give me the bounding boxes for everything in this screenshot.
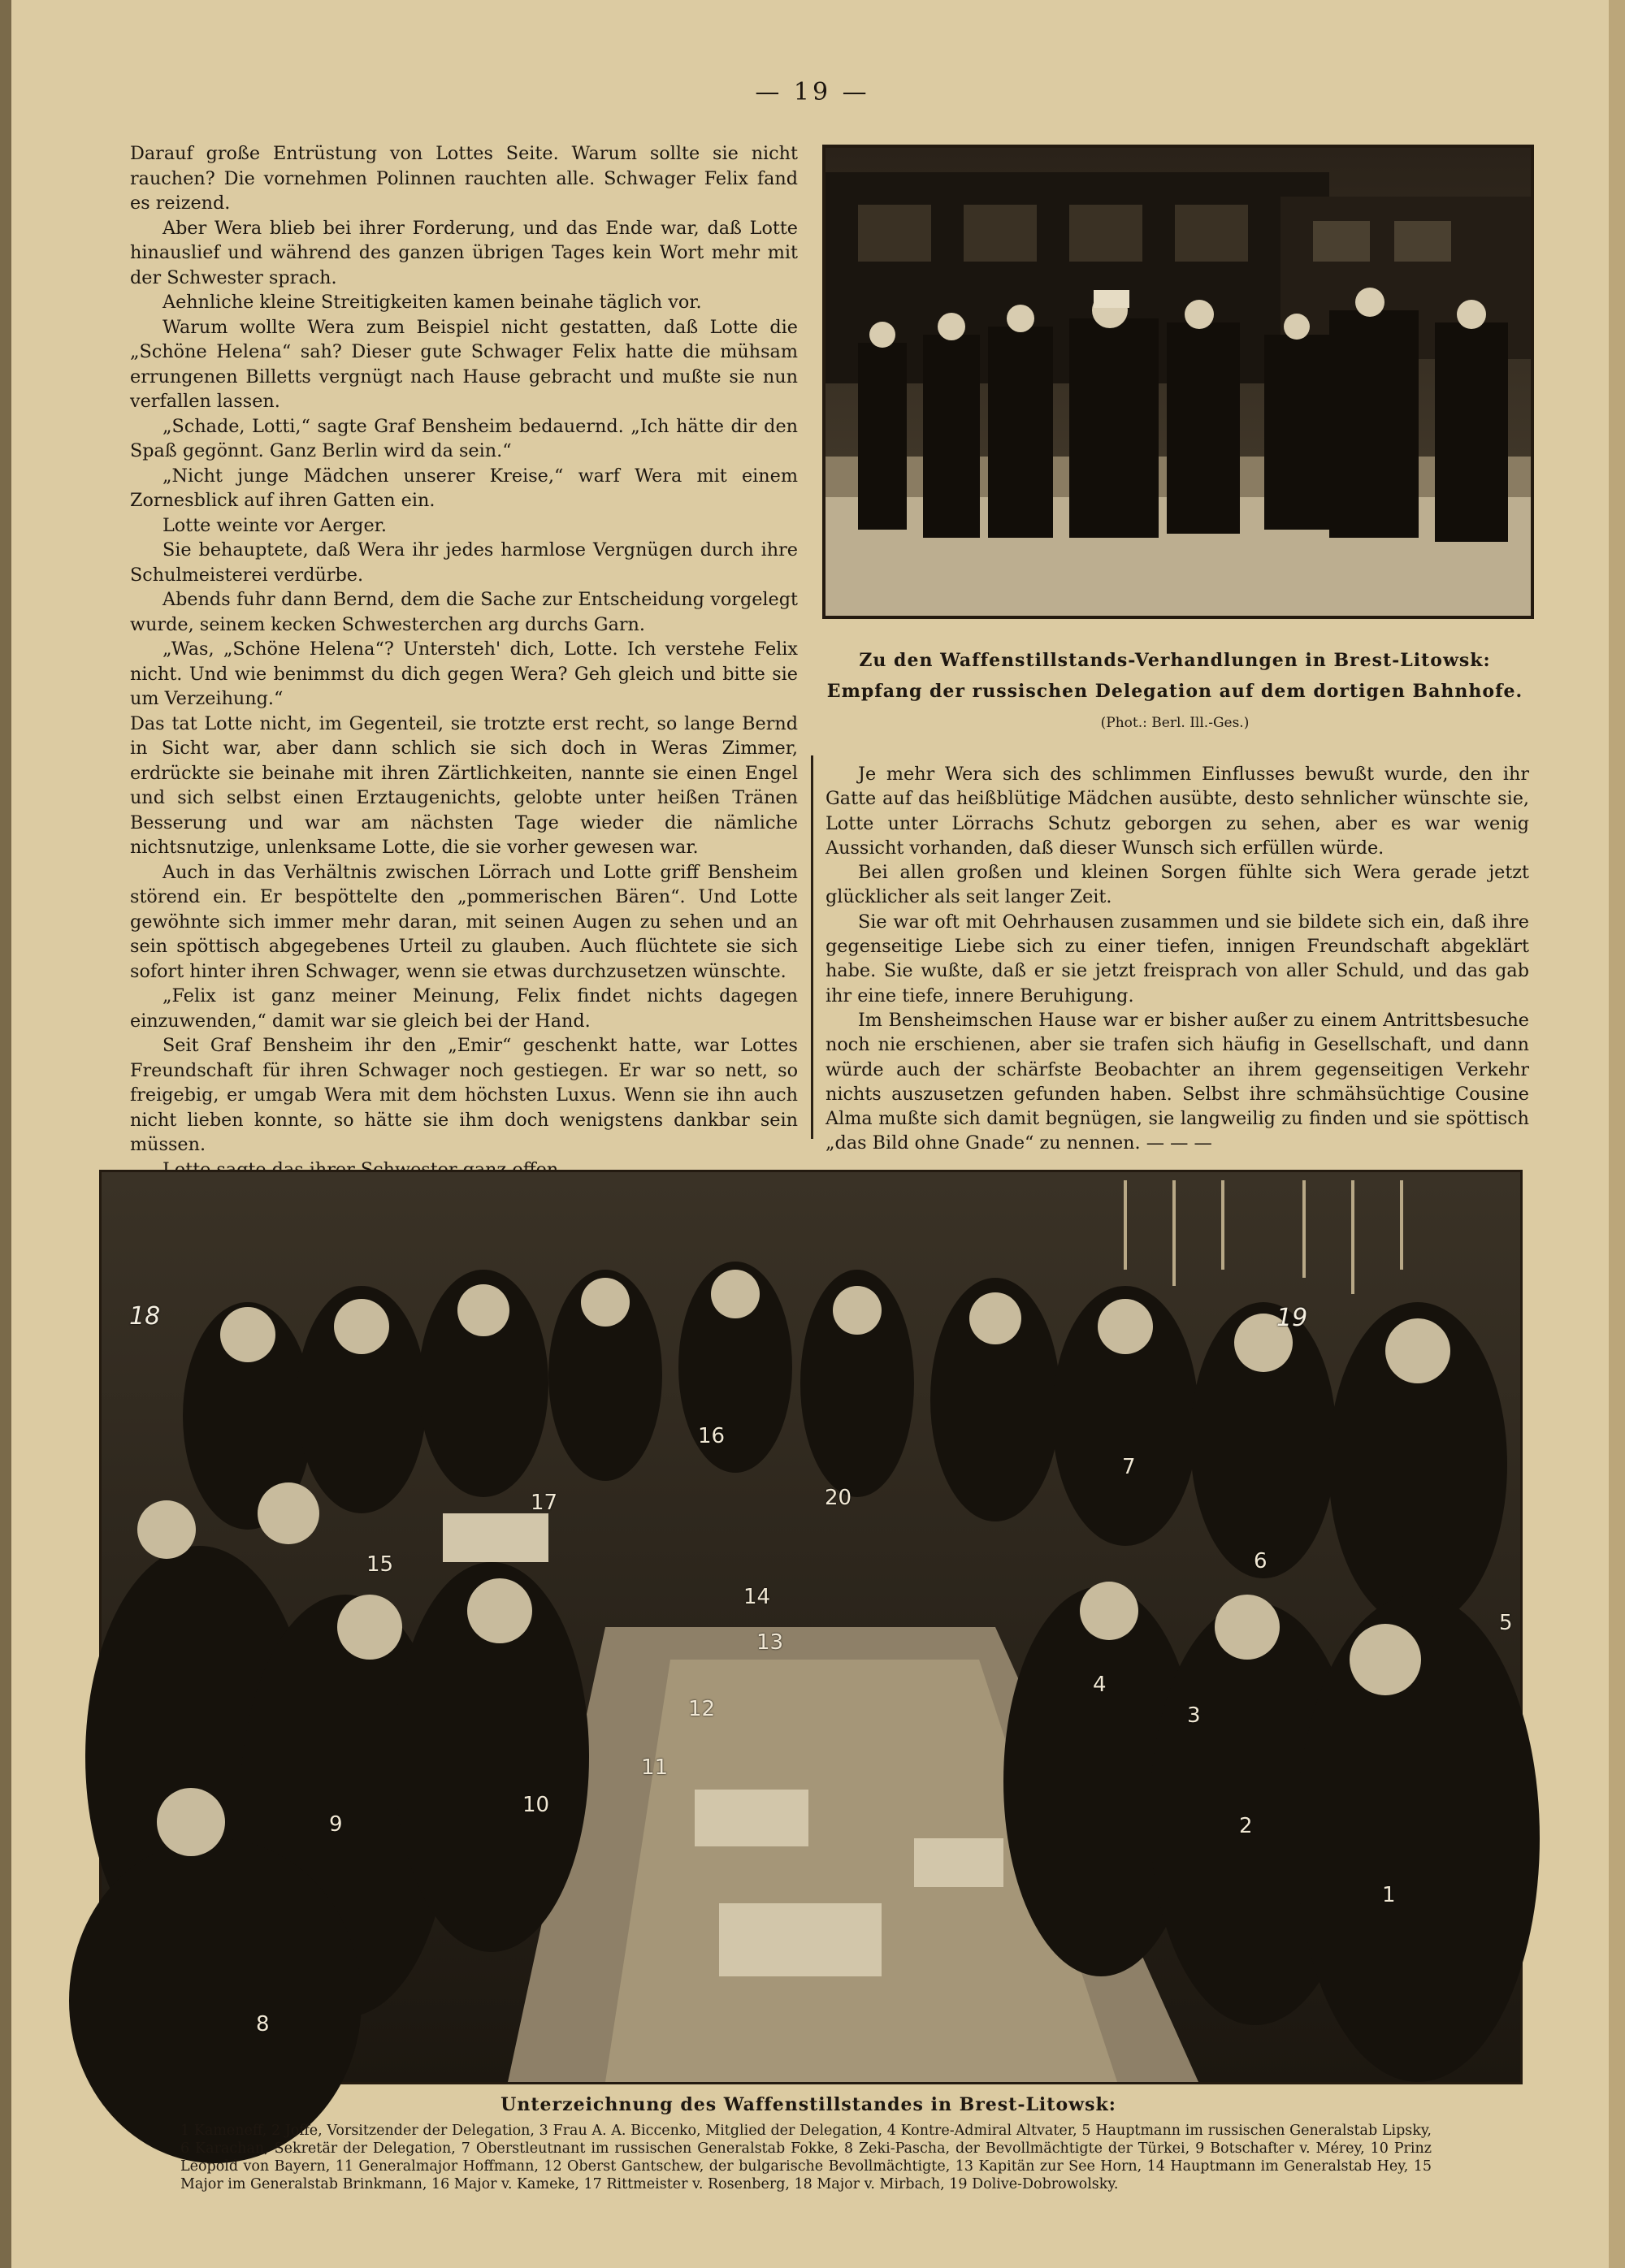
right-column-paragraph: Sie war oft mit Oehrhausen zusammen und sie bildete sich ein, daß ihre gegenseitige Liebe sich zu einer tiefen, innigen Freundschaft abgeklärt habe. Sie wußte, daß er sie jetzt freisprach von aller Schuld, und das gab ihr eine tiefe, innere Beruhigung. xyxy=(826,911,1529,1006)
left-column-paragraph: Darauf große Entrüstung von Lottes Seite. Warum sollte sie nicht rauchen? Die vornehmen Polinnen rauchten alle. Schwager Felix fand es reizend. xyxy=(130,143,798,214)
photo-label: 19 xyxy=(1276,1304,1308,1332)
left-column-paragraph: Auch in das Verhältnis zwischen Lörrach und Lotte griff Bensheim störend ein. Er bespöttelte den „pommerischen Bären“. Und Lotte gewöhnte sich immer mehr daran, mit seinen Augen zu sehen und an sein spöttisch abgegebenes Urteil zu glauben. Auch flüchtete sie sich sofort hinter ihren Schwager, wenn sie etwas durchzusetzen wünschte. xyxy=(130,861,798,982)
page-right-edge xyxy=(1609,0,1625,2268)
photo-label: 10 xyxy=(522,1793,550,1817)
left-column-paragraph: Aehnliche kleine Streitigkeiten kamen beinahe täglich vor. xyxy=(162,292,702,313)
photo-label: 8 xyxy=(256,2012,270,2036)
photo-label: 2 xyxy=(1239,1814,1253,1838)
right-column-paragraph: Im Bensheimschen Hause war er bisher außer zu einem Antrittsbesuche noch nie erschienen, aber sie trafen sich häufig in Gesellschaft, und dann würde auch der schärfste Beobachter an ihrem gegenseitigen Verkehr nichts auszusetzen gefunden haben. Selbst ihre schmähsüchtige Cousine Alma mußte sich damit begnügen, sie langweilig zu finden und sie spöttisch „das Bild ohne Gnade“ zu nennen. — — — xyxy=(826,1009,1529,1154)
photo-label: 4 xyxy=(1093,1673,1107,1697)
photo-label: 12 xyxy=(688,1697,716,1721)
left-column-paragraph: Sie behauptete, daß Wera ihr jedes harmlose Vergnügen durch ihre Schulmeisterei verdürbe. xyxy=(130,539,798,586)
page-binding-edge xyxy=(0,0,11,2268)
photo-label: 18 xyxy=(129,1302,161,1331)
left-column-paragraph: Aber Wera blieb bei ihrer Forderung, und das Ende war, daß Lotte hinauslief und während des ganzen übrigen Tages kein Wort mehr mit der Schwester sprach. xyxy=(130,217,798,288)
photo-label: 13 xyxy=(756,1630,784,1655)
photo-label: 20 xyxy=(825,1486,852,1510)
photo1-caption-subtitle: Empfang der russischen Delegation auf dem dortigen Bahnhofe. xyxy=(826,681,1523,702)
photo-label: 14 xyxy=(743,1585,771,1609)
photo-label: 11 xyxy=(641,1755,669,1780)
photo2-caption-title: Unterzeichnung des Waffenstillstandes in Brest-Litowsk: xyxy=(500,2094,1116,2115)
photo1-credit: (Phot.: Berl. Ill.-Ges.) xyxy=(1100,715,1250,731)
right-column-paragraph: Bei allen großen und kleinen Sorgen fühlte sich Wera gerade jetzt glücklicher als seit langer Zeit. xyxy=(826,862,1529,908)
left-column-paragraph: „Was, „Schöne Helena“? Untersteh' dich, Lotte. Ich verstehe Felix nicht. Und wie benimmst du dich gegen Wera? Geh gleich und bitte sie um Verzeihung.“ xyxy=(130,638,798,709)
right-column-paragraph: Je mehr Wera sich des schlimmen Einflusses bewußt wurde, den ihr Gatte auf das heißblütige Mädchen ausübte, desto sehnlicher wünschte sie, Lotte unter Lörrachs Schutz geborgen zu sehen, aber es war wenig Aussicht vorhanden, daß dieser Wunsch sich erfüllen würde. xyxy=(826,764,1529,859)
left-column-paragraph: „Felix ist ganz meiner Meinung, Felix findet nichts dagegen einzuwenden,“ damit war sie gleich bei der Hand. xyxy=(130,985,798,1032)
photo-label: 3 xyxy=(1187,1703,1201,1728)
right-text-column xyxy=(826,762,1529,1154)
photo1-caption-title: Zu den Waffenstillstands-Verhandlungen in Brest-Litowsk: xyxy=(859,650,1491,671)
photo-label: 6 xyxy=(1254,1549,1268,1573)
left-column-paragraph: Warum wollte Wera zum Beispiel nicht gestatten, daß Lotte die „Schöne Helena“ sah? Dieser gute Schwager Felix hatte die mühsam errungenen Billetts vergnügt nach Hause gebracht und mußte sie nun verfallen lassen. xyxy=(130,316,798,412)
photo-label: 16 xyxy=(698,1424,726,1448)
left-column-paragraph: „Schade, Lotti,“ sagte Graf Bensheim bedauernd. „Ich hätte dir den Spaß gegönnt. Ganz Berlin wird da sein.“ xyxy=(130,415,798,461)
photo-label: 5 xyxy=(1499,1611,1513,1635)
left-text-column xyxy=(130,141,798,1155)
left-column-paragraph: Lotte weinte vor Aerger. xyxy=(162,514,387,536)
photo-label: 1 xyxy=(1382,1883,1396,1907)
column-divider xyxy=(811,755,813,1139)
left-column-paragraph: Abends fuhr dann Bernd, dem die Sache zur Entscheidung vorgelegt wurde, seinem kecken Schwesterchen arg durchs Garn. xyxy=(130,589,798,635)
left-column-paragraph: Das tat Lotte nicht, im Gegenteil, sie trotzte erst recht, so lange Bernd in Sicht war, aber dann schlich sie sich doch in Weras Zimmer, erdrückte sie beinahe mit ihren Zärtlichkeiten, nannte sie einen Engel und sich selbst einen Erztaugenichts, gelobte unter heißen Tränen Besserung und war am nächsten Tage wieder die nämliche nichtsnutzige, unlenksame Lotte, die sie vorher gewesen war. xyxy=(130,712,798,858)
armistice-signing-photo xyxy=(99,1170,1523,2084)
page-number: — 19 — xyxy=(755,78,870,106)
photo-label: 15 xyxy=(366,1552,394,1577)
train-station-photo xyxy=(822,145,1534,619)
photo-label: 9 xyxy=(329,1812,343,1837)
left-column-paragraph: Seit Graf Bensheim ihr den „Emir“ geschenkt hatte, war Lottes Freundschaft für ihren Schwager noch gestiegen. Er war so nett, so freigebig, er umgab Wera mit dem höchsten Luxus. Wenn sie ihn auch nicht lieben konnte, so hätte sie ihm doch wenigstens dankbar sein müssen. xyxy=(130,1035,798,1155)
photo-label: 17 xyxy=(531,1491,558,1515)
photo2-caption-legend: 1 Kameneff, 2 Joffe, Vorsitzender der Delegation, 3 Frau A. A. Biccenko, Mitglied der Delegation, 4 Kontre-Admiral Altvater, 5 Hauptmann im russischen Generalstab Lipsky, 6 Karachan, Sekretär der Delegation, 7 Oberstleutnant im russischen Generalstab Fokke, 8 Zeki-Pascha, der Bevollmächtigte der Türkei, 9 Botschafter v. Mérey, 10 Prinz Leopold von Bayern, 11 Generalmajor Hoffmann, 12 Oberst Gantschew, der bulgarische Bevollmächtigte, 13 Kapitän zur See Horn, 14 Hauptmann im Generalstab Hey, 15 Major im Generalstab Brinkmann, 16 Major v. Kameke, 17 Rittmeister v. Rosenberg, 18 Major v. Mirbach, 19 Dolive-Dobrowolsky. xyxy=(180,2123,1432,2192)
photo-label: 7 xyxy=(1122,1455,1136,1479)
left-column-paragraph: „Nicht junge Mädchen unserer Kreise,“ warf Wera mit einem Zornesblick auf ihren Gatten ein. xyxy=(130,465,798,511)
